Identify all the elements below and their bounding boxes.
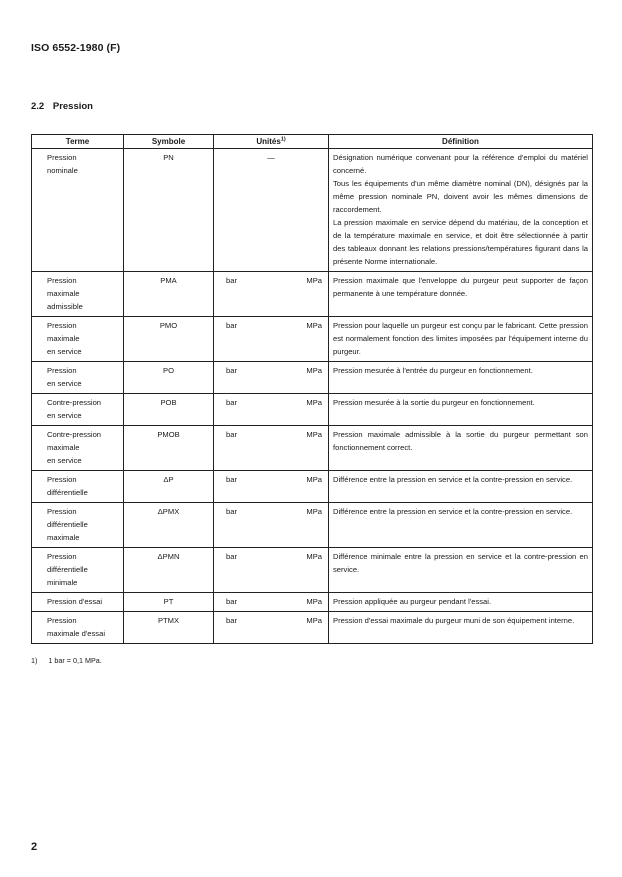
- definition-paragraph: Différence minimale entre la pression en service et la contre-pression en service.: [333, 552, 588, 574]
- definition-paragraph: Pression maximale admissible à la sortie du purgeur permettant son fonctionnement correct.: [333, 430, 588, 452]
- table-header-row: [32, 135, 593, 149]
- unit-bar: bar: [226, 552, 237, 561]
- units-cell: [214, 149, 329, 272]
- symbol-cell: PN: [124, 149, 214, 272]
- term-line: maximale: [47, 289, 80, 298]
- term-line: maximale: [47, 533, 80, 542]
- term-cell: [32, 426, 124, 471]
- unit-bar: bar: [226, 616, 237, 625]
- term-line: Pression: [47, 616, 77, 625]
- section-title: [31, 101, 93, 112]
- symbol-cell: PMOB: [124, 426, 214, 471]
- unit-bar: bar: [226, 507, 237, 516]
- table-row: [32, 362, 593, 394]
- header-term: Terme: [32, 135, 124, 149]
- term-cell: [32, 272, 124, 317]
- document-header: ISO 6552-1980 (F): [31, 42, 121, 54]
- definition-paragraph: Pression mesurée à l'entrée du purgeur en fonctionnement.: [333, 366, 533, 375]
- footnote-text: 1 bar = 0,1 MPa.: [48, 656, 102, 665]
- unit-bar: bar: [226, 276, 237, 285]
- definition-cell: [329, 362, 593, 394]
- definition-cell: [329, 272, 593, 317]
- header-definition: Définition: [329, 135, 593, 149]
- definition-paragraph: Désignation numérique convenant pour la référence d'emploi du matériel concerné.: [333, 153, 588, 175]
- table-row: [32, 272, 593, 317]
- term-line: Contre-pression: [47, 398, 102, 407]
- footnote: [31, 656, 102, 665]
- symbol-cell: POB: [124, 394, 214, 426]
- table-row: [32, 593, 593, 612]
- term-line: Contre-pression: [47, 430, 102, 439]
- term-line: en service: [47, 411, 82, 420]
- table-row: [32, 394, 593, 426]
- unit-mpa: MPa: [306, 398, 322, 407]
- units-cell: [214, 272, 329, 317]
- unit-mpa: MPa: [306, 475, 322, 484]
- units-cell: [214, 394, 329, 426]
- definition-cell: [329, 471, 593, 503]
- unit-mpa: MPa: [306, 597, 322, 606]
- definition-cell: [329, 317, 593, 362]
- definition-cell: [329, 503, 593, 548]
- definition-cell: [329, 149, 593, 272]
- unit-bar: bar: [226, 398, 237, 407]
- definition-paragraph: Pression pour laquelle un purgeur est conçu par le fabricant. Cette pression est normalement fonction des limites imposées par l'équipement interne du purgeur.: [333, 321, 588, 356]
- table-row: [32, 426, 593, 471]
- term-cell: [32, 317, 124, 362]
- table-row: [32, 548, 593, 593]
- definition-paragraph: Tous les équipements d'un même diamètre nominal (DN), désignés par la même pression nominale PN, doivent avoir les mêmes dimensions de raccordement.: [333, 179, 588, 214]
- term-line: Pression: [47, 276, 77, 285]
- units-cell: [214, 317, 329, 362]
- definition-cell: [329, 548, 593, 593]
- table-body: [32, 149, 593, 644]
- term-line: Pression: [47, 366, 77, 375]
- units-cell: [214, 593, 329, 612]
- table-row: [32, 317, 593, 362]
- definition-cell: [329, 426, 593, 471]
- term-line: Pression: [47, 153, 77, 162]
- table-row: [32, 612, 593, 644]
- header-symbol: Symbole: [124, 135, 214, 149]
- table-row: [32, 503, 593, 548]
- units-footnote-ref: 1): [280, 136, 286, 143]
- units-cell: [214, 612, 329, 644]
- term-cell: [32, 548, 124, 593]
- definition-cell: [329, 612, 593, 644]
- unit-mpa: MPa: [306, 616, 322, 625]
- term-cell: [32, 394, 124, 426]
- table-row: [32, 471, 593, 503]
- term-line: en service: [47, 456, 82, 465]
- units-cell: [214, 503, 329, 548]
- term-line: Pression: [47, 475, 77, 484]
- term-line: minimale: [47, 578, 78, 587]
- definition-paragraph: Pression appliquée au purgeur pendant l'essai.: [333, 597, 492, 606]
- units-cell: [214, 362, 329, 394]
- term-cell: [32, 471, 124, 503]
- term-cell: [32, 149, 124, 272]
- term-line: Pression: [47, 321, 77, 330]
- units-cell: [214, 548, 329, 593]
- term-cell: [32, 612, 124, 644]
- unit-dash: —: [267, 153, 275, 162]
- term-line: Pression d'essai: [47, 597, 103, 606]
- term-line: maximale: [47, 334, 80, 343]
- unit-bar: bar: [226, 597, 237, 606]
- term-line: en service: [47, 379, 82, 388]
- units-cell: [214, 471, 329, 503]
- definition-paragraph: Différence entre la pression en service et la contre-pression en service.: [333, 507, 573, 516]
- term-line: admissible: [47, 302, 83, 311]
- section-number: 2.2: [31, 101, 45, 112]
- term-line: Pression: [47, 552, 77, 561]
- unit-bar: bar: [226, 475, 237, 484]
- term-cell: [32, 362, 124, 394]
- definition-paragraph: Différence entre la pression en service et la contre-pression en service.: [333, 475, 573, 484]
- unit-mpa: MPa: [306, 507, 322, 516]
- unit-mpa: MPa: [306, 552, 322, 561]
- definition-cell: [329, 593, 593, 612]
- unit-mpa: MPa: [306, 276, 322, 285]
- definition-paragraph: La pression maximale en service dépend du matériau, de la conception et de la température maximale en service, et doit être sélectionnée à partir des tableaux donnant les relations pressions/températures figurant dans la présente Norme internationale.: [333, 218, 588, 266]
- unit-mpa: MPa: [306, 321, 322, 330]
- pressure-terms-table: [31, 134, 593, 644]
- definition-paragraph: Pression mesurée à la sortie du purgeur en fonctionnement.: [333, 398, 535, 407]
- unit-mpa: MPa: [306, 430, 322, 439]
- definition-paragraph: Pression d'essai maximale du purgeur muni de son équipement interne.: [333, 616, 575, 625]
- symbol-cell: ΔPMX: [124, 503, 214, 548]
- units-cell: [214, 426, 329, 471]
- term-line: maximale d'essai: [47, 629, 106, 638]
- term-cell: [32, 503, 124, 548]
- term-line: Pression: [47, 507, 77, 516]
- term-line: nominale: [47, 166, 78, 175]
- footnote-mark: 1): [31, 656, 38, 665]
- term-line: différentielle: [47, 520, 88, 529]
- unit-mpa: MPa: [306, 366, 322, 375]
- symbol-cell: PMA: [124, 272, 214, 317]
- symbol-cell: ΔP: [124, 471, 214, 503]
- term-line: en service: [47, 347, 82, 356]
- unit-bar: bar: [226, 366, 237, 375]
- header-units: [214, 135, 329, 149]
- header-units-label: Unités: [256, 137, 281, 146]
- term-line: maximale: [47, 443, 80, 452]
- symbol-cell: PT: [124, 593, 214, 612]
- section-heading: Pression: [52, 101, 93, 112]
- term-cell: [32, 593, 124, 612]
- symbol-cell: PMO: [124, 317, 214, 362]
- symbol-cell: PTMX: [124, 612, 214, 644]
- unit-bar: bar: [226, 321, 237, 330]
- symbol-cell: ΔPMN: [124, 548, 214, 593]
- term-line: différentielle: [47, 565, 88, 574]
- definition-paragraph: Pression maximale que l'enveloppe du purgeur peut supporter de façon permanente à une température donnée.: [333, 276, 588, 298]
- page-number: 2: [31, 841, 38, 853]
- definition-cell: [329, 394, 593, 426]
- table-row: [32, 149, 593, 272]
- term-line: différentielle: [47, 488, 88, 497]
- symbol-cell: PO: [124, 362, 214, 394]
- unit-bar: bar: [226, 430, 237, 439]
